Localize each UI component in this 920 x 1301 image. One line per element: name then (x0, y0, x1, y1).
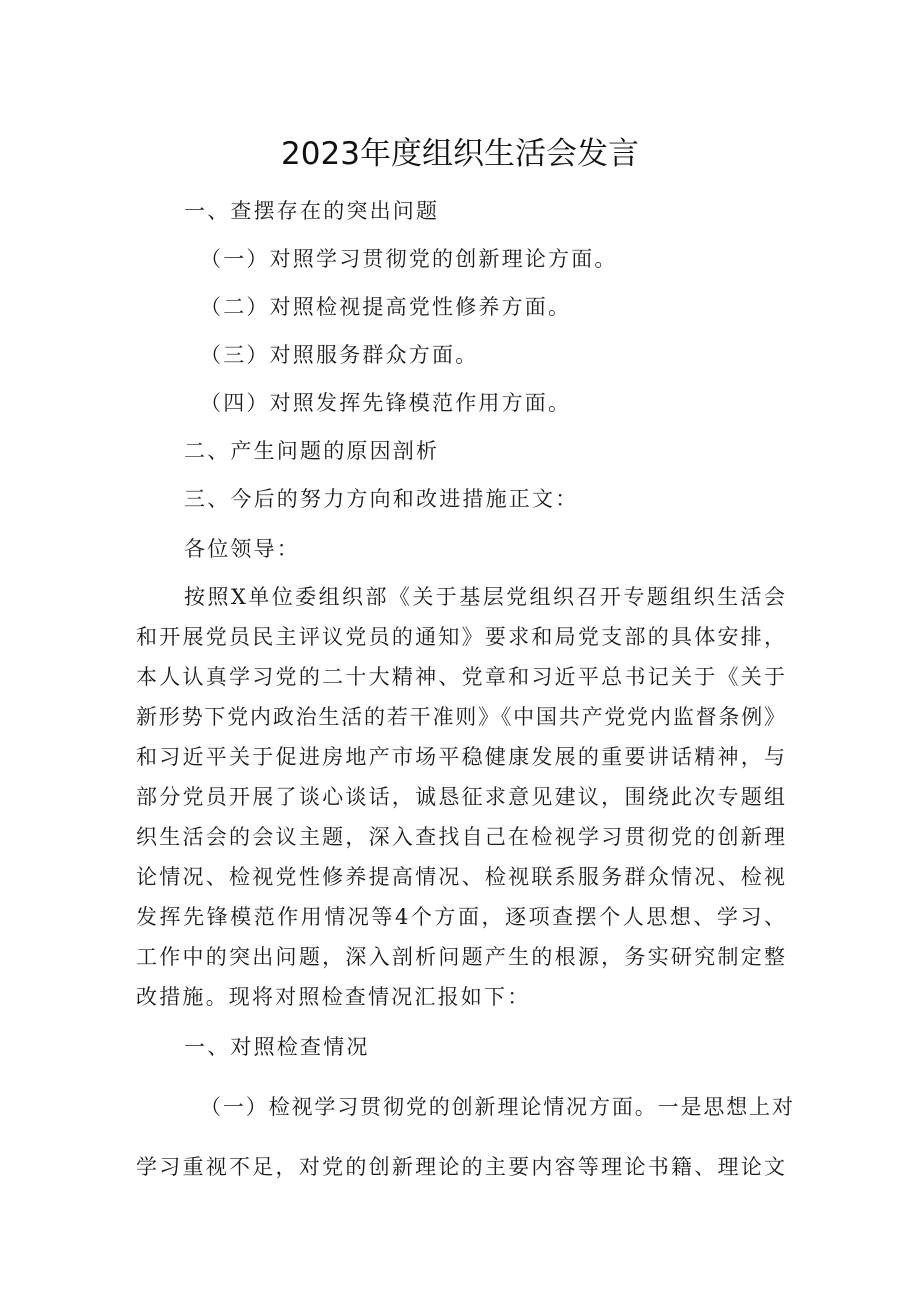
intro-line: 部分党员开展了谈心谈话，诚恳征求意见建议，围绕此次专题组 (136, 785, 786, 809)
intro-line: 和习近平关于促进房地产市场平稳健康发展的重要讲话精神，与 (136, 745, 786, 769)
intro-line: 改措施。现将对照检查情况汇报如下： (136, 985, 531, 1009)
intro-line: 发挥先锋模范作用情况等4个方面，逐项查摆个人思想、学习、 (136, 905, 786, 929)
outline-sub-3: （三）对照服务群众方面。 (200, 343, 479, 367)
intro-line: 工作中的突出问题，深入剖析问题产生的根源，务实研究制定整 (136, 945, 786, 969)
outline-heading-1: 一、查摆存在的突出问题 (184, 199, 440, 223)
intro-line: 本人认真学习党的二十大精神、党章和习近平总书记关于《关于 (136, 665, 786, 689)
outline-sub-4: （四）对照发挥先锋模范作用方面。 (200, 391, 572, 415)
intro-line: 织生活会的会议主题，深入查找自己在检视学习贯彻党的创新理 (136, 825, 786, 849)
section-1-heading: 一、对照检查情况 (184, 1035, 370, 1059)
intro-line: 和开展党员民主评议党员的通知》要求和局党支部的具体安排， (136, 625, 786, 649)
outline-sub-1: （一）对照学习贯彻党的创新理论方面。 (200, 247, 618, 271)
intro-line: 新形势下党内政治生活的若干准则》《中国共产党党内监督条例》 (136, 705, 786, 729)
salutation: 各位领导： (184, 537, 300, 561)
intro-line: 论情况、检视党性修养提高情况、检视联系服务群众情况、检视 (136, 865, 786, 889)
intro-line: 按照X单位委组织部《关于基层党组织召开专题组织生活会 (184, 585, 786, 609)
outline-heading-2: 二、产生问题的原因剖析 (184, 439, 440, 463)
section-1-line: （一）检视学习贯彻党的创新理论情况方面。一是思想上对 (200, 1095, 794, 1119)
outline-sub-2: （二）对照检视提高党性修养方面。 (200, 295, 572, 319)
section-1-line: 学习重视不足，对党的创新理论的主要内容等理论书籍、理论文 (136, 1155, 786, 1179)
outline-heading-3: 三、今后的努力方向和改进措施正文： (184, 487, 579, 511)
document-title: 2023年度组织生活会发言 (281, 136, 639, 172)
